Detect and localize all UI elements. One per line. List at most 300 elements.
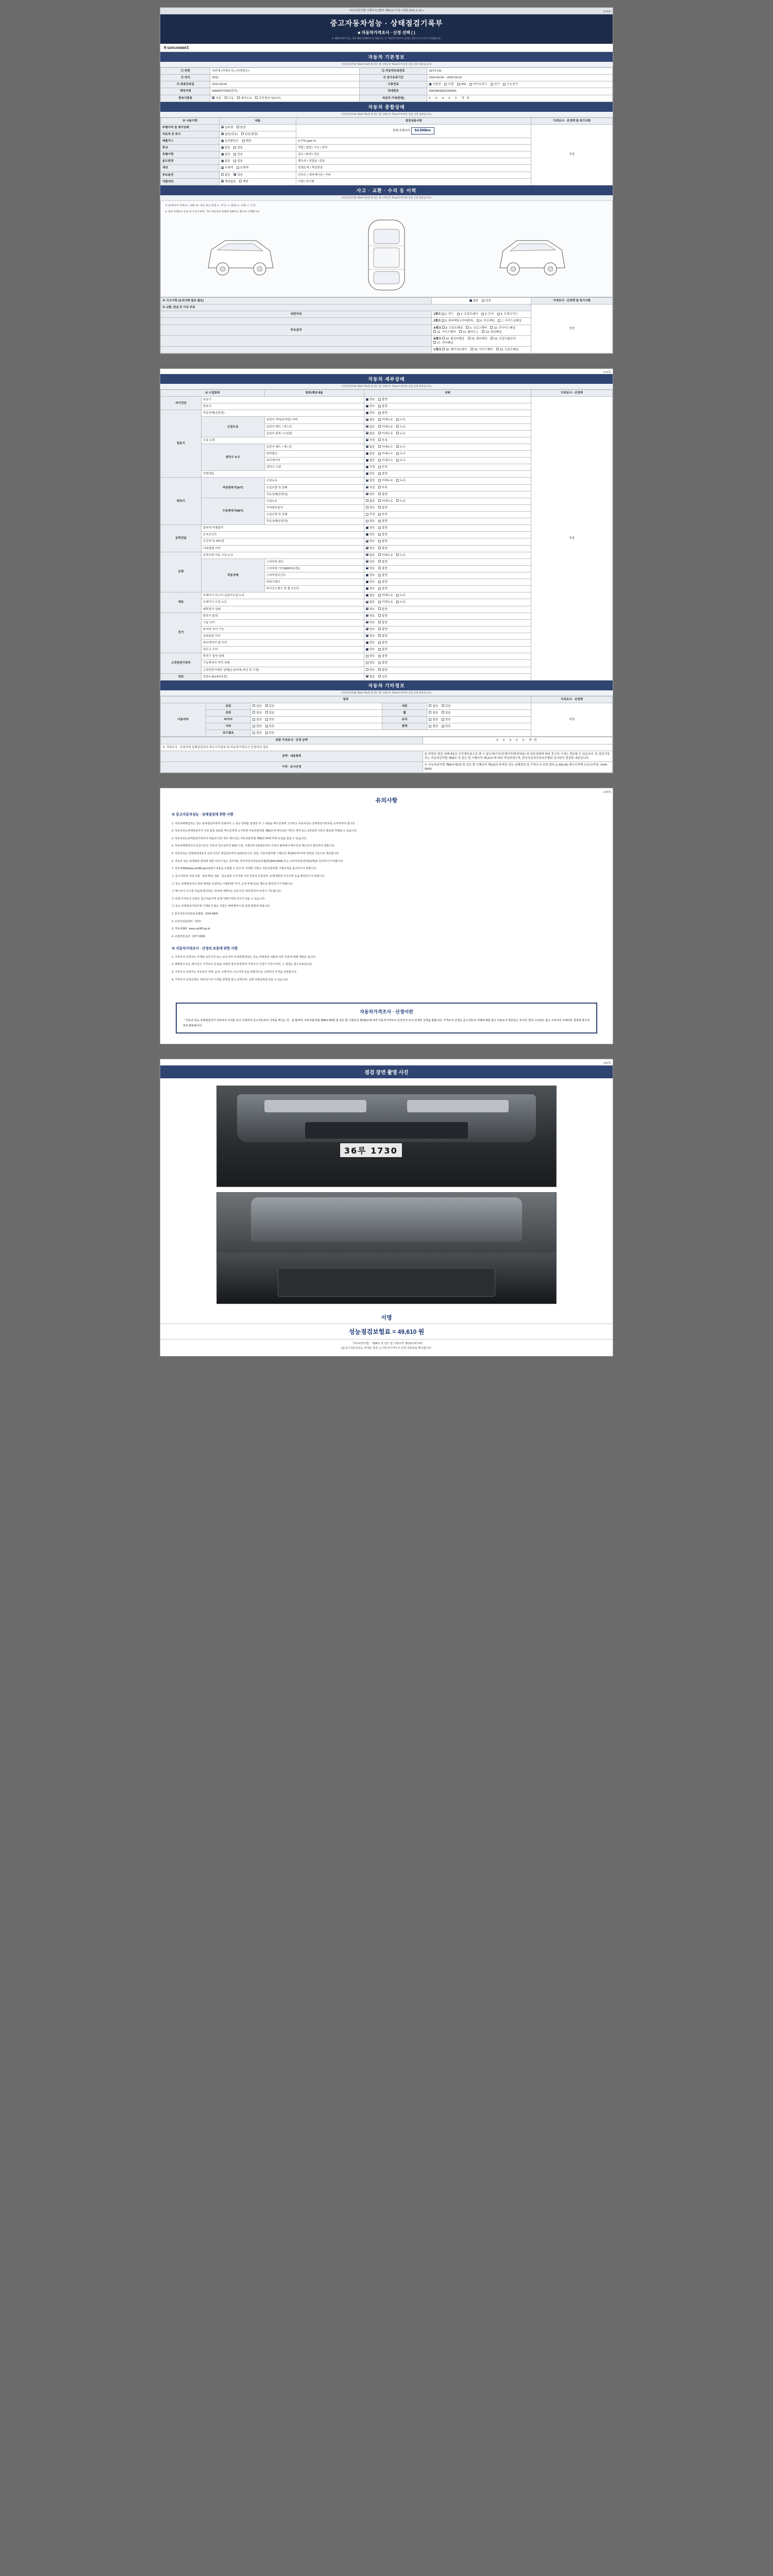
checkbox-icon[interactable] (366, 655, 368, 657)
checkbox-icon[interactable] (470, 348, 473, 350)
checkbox-icon[interactable] (221, 166, 224, 169)
status-option[interactable] (396, 432, 406, 436)
status-option[interactable] (378, 600, 393, 604)
checkbox-icon[interactable] (366, 594, 368, 597)
condition-option[interactable] (221, 152, 230, 157)
status-option[interactable] (366, 614, 375, 618)
checkbox-icon[interactable] (366, 452, 368, 455)
part-item[interactable] (442, 337, 464, 341)
checkbox-icon[interactable] (468, 337, 470, 340)
status-option[interactable] (366, 493, 375, 497)
checkbox-icon[interactable] (378, 499, 381, 502)
checkbox-icon[interactable] (378, 560, 381, 563)
status-option[interactable] (396, 425, 406, 429)
checkbox-icon[interactable] (253, 704, 255, 707)
status-option[interactable] (366, 621, 375, 625)
checkbox-icon[interactable] (366, 472, 368, 475)
checkbox-icon[interactable] (233, 173, 236, 176)
status-option[interactable] (396, 499, 406, 503)
status-option[interactable] (366, 404, 375, 409)
condition-option[interactable] (233, 159, 243, 163)
checkbox-icon[interactable] (457, 83, 460, 86)
checkbox-icon[interactable] (469, 83, 472, 86)
checkbox-icon[interactable] (366, 405, 368, 408)
other-option[interactable] (442, 724, 451, 728)
checkbox-icon[interactable] (396, 425, 399, 428)
status-option[interactable] (366, 553, 375, 557)
checkbox-icon[interactable] (366, 479, 368, 482)
checkbox-icon[interactable] (253, 711, 255, 714)
part-item[interactable] (442, 348, 467, 352)
checkbox-icon[interactable] (265, 704, 268, 707)
status-option[interactable] (366, 654, 375, 658)
other-option[interactable] (442, 704, 451, 708)
checkbox-icon[interactable] (444, 83, 447, 86)
condition-option[interactable] (221, 173, 230, 177)
status-option[interactable] (366, 539, 375, 544)
part-item[interactable] (459, 330, 479, 334)
checkbox-icon[interactable] (491, 337, 493, 340)
checkbox-icon[interactable] (366, 648, 368, 651)
checkbox-icon[interactable] (255, 96, 258, 99)
checkbox-icon[interactable] (378, 527, 381, 529)
status-option[interactable] (378, 472, 388, 476)
checkbox-icon[interactable] (221, 126, 224, 128)
status-option[interactable] (378, 621, 388, 625)
checkbox-icon[interactable] (233, 153, 236, 156)
other-option[interactable] (253, 711, 262, 715)
other-option[interactable] (265, 718, 275, 722)
checkbox-icon[interactable] (396, 452, 399, 455)
condition-option[interactable] (221, 126, 233, 130)
status-option[interactable] (366, 533, 375, 537)
checkbox-icon[interactable] (366, 567, 368, 569)
checkbox-icon[interactable] (469, 299, 472, 302)
status-option[interactable] (366, 567, 375, 571)
checkbox-icon[interactable] (233, 160, 236, 162)
condition-option[interactable] (239, 180, 248, 184)
status-option[interactable] (366, 634, 375, 638)
checkbox-icon[interactable] (433, 341, 436, 344)
status-option[interactable] (378, 438, 388, 443)
status-option[interactable] (378, 506, 388, 510)
checkbox-icon[interactable] (366, 466, 368, 468)
status-option[interactable] (366, 668, 375, 672)
status-option[interactable] (378, 519, 388, 523)
checkbox-icon[interactable] (378, 574, 381, 577)
fuel-option[interactable] (469, 82, 487, 87)
status-option[interactable] (378, 573, 388, 578)
part-item[interactable] (442, 326, 463, 330)
status-option[interactable] (378, 425, 393, 429)
status-option[interactable] (366, 648, 375, 652)
other-option[interactable] (253, 718, 262, 722)
other-option[interactable] (442, 711, 451, 715)
checkbox-icon[interactable] (442, 337, 445, 340)
checkbox-icon[interactable] (366, 445, 368, 448)
status-option[interactable] (366, 452, 375, 456)
status-option[interactable] (378, 493, 388, 497)
status-option[interactable] (366, 641, 375, 645)
checkbox-icon[interactable] (378, 581, 381, 583)
condition-option[interactable] (221, 132, 238, 137)
checkbox-icon[interactable] (442, 313, 444, 315)
status-option[interactable] (378, 641, 388, 645)
checkbox-icon[interactable] (378, 493, 381, 495)
checkbox-icon[interactable] (378, 452, 381, 455)
status-option[interactable] (378, 398, 388, 402)
checkbox-icon[interactable] (396, 479, 399, 482)
status-option[interactable] (396, 594, 406, 598)
status-option[interactable] (378, 668, 388, 672)
checkbox-icon[interactable] (265, 732, 268, 734)
checkbox-icon[interactable] (378, 634, 381, 637)
checkbox-icon[interactable] (378, 472, 381, 475)
status-option[interactable] (366, 438, 375, 443)
accident-option[interactable] (482, 299, 491, 303)
condition-option[interactable] (233, 152, 243, 157)
checkbox-icon[interactable] (442, 319, 444, 322)
other-option[interactable] (265, 704, 275, 708)
status-option[interactable] (378, 499, 393, 503)
checkbox-icon[interactable] (221, 146, 224, 149)
checkbox-icon[interactable] (503, 83, 506, 86)
status-option[interactable] (366, 573, 375, 578)
status-option[interactable] (378, 465, 388, 469)
checkbox-icon[interactable] (429, 718, 431, 721)
status-option[interactable] (378, 445, 393, 449)
checkbox-icon[interactable] (482, 299, 484, 302)
fuel-option[interactable] (429, 82, 441, 87)
checkbox-icon[interactable] (396, 418, 399, 421)
checkbox-icon[interactable] (442, 704, 444, 707)
other-option[interactable] (253, 704, 262, 708)
status-option[interactable] (396, 600, 406, 604)
fuel-option[interactable] (491, 82, 500, 87)
checkbox-icon[interactable] (396, 459, 399, 462)
checkbox-icon[interactable] (378, 547, 381, 549)
checkbox-icon[interactable] (459, 330, 462, 333)
status-option[interactable] (378, 675, 388, 679)
status-option[interactable] (378, 432, 393, 436)
checkbox-icon[interactable] (221, 160, 224, 162)
status-option[interactable] (366, 607, 375, 612)
checkbox-icon[interactable] (378, 540, 381, 543)
status-option[interactable] (366, 425, 375, 429)
checkbox-icon[interactable] (429, 725, 431, 727)
checkbox-icon[interactable] (366, 412, 368, 414)
checkbox-icon[interactable] (378, 648, 381, 651)
checkbox-icon[interactable] (429, 711, 431, 714)
checkbox-icon[interactable] (378, 425, 381, 428)
status-option[interactable] (378, 486, 388, 490)
checkbox-icon[interactable] (366, 432, 368, 434)
checkbox-icon[interactable] (481, 313, 484, 315)
part-item[interactable] (496, 348, 518, 352)
fuel-option[interactable] (503, 82, 518, 87)
checkbox-icon[interactable] (477, 319, 479, 322)
status-option[interactable] (378, 533, 388, 537)
part-item[interactable] (442, 319, 474, 323)
checkbox-icon[interactable] (366, 533, 368, 536)
checkbox-icon[interactable] (366, 499, 368, 502)
checkbox-icon[interactable] (242, 140, 245, 142)
other-option[interactable] (265, 711, 275, 715)
checkbox-icon[interactable] (265, 711, 268, 714)
checkbox-icon[interactable] (378, 533, 381, 536)
checkbox-icon[interactable] (378, 459, 381, 462)
trans-option[interactable] (225, 96, 234, 100)
part-item[interactable] (433, 341, 453, 345)
checkbox-icon[interactable] (366, 675, 368, 677)
checkbox-icon[interactable] (491, 83, 493, 86)
checkbox-icon[interactable] (366, 425, 368, 428)
condition-option[interactable] (221, 139, 239, 143)
checkbox-icon[interactable] (378, 513, 381, 516)
fuel-option[interactable] (457, 82, 466, 87)
status-option[interactable] (366, 445, 375, 449)
checkbox-icon[interactable] (396, 432, 399, 434)
part-item[interactable] (468, 337, 488, 341)
other-option[interactable] (265, 731, 275, 735)
status-option[interactable] (378, 607, 388, 612)
checkbox-icon[interactable] (378, 675, 381, 677)
checkbox-icon[interactable] (442, 718, 444, 721)
checkbox-icon[interactable] (442, 326, 445, 329)
checkbox-icon[interactable] (366, 459, 368, 462)
part-item[interactable] (477, 319, 495, 323)
status-option[interactable] (378, 459, 393, 463)
part-item[interactable] (490, 326, 515, 330)
checkbox-icon[interactable] (237, 96, 240, 99)
status-option[interactable] (366, 600, 375, 604)
status-option[interactable] (378, 539, 388, 544)
checkbox-icon[interactable] (366, 493, 368, 495)
checkbox-icon[interactable] (253, 732, 255, 734)
part-item[interactable] (497, 312, 518, 316)
status-option[interactable] (366, 411, 375, 415)
condition-option[interactable] (237, 166, 248, 170)
checkbox-icon[interactable] (239, 180, 242, 182)
checkbox-icon[interactable] (378, 506, 381, 509)
checkbox-icon[interactable] (366, 601, 368, 603)
status-option[interactable] (378, 404, 388, 409)
other-option[interactable] (265, 724, 275, 728)
checkbox-icon[interactable] (366, 553, 368, 556)
checkbox-icon[interactable] (378, 567, 381, 569)
status-option[interactable] (378, 526, 388, 530)
status-option[interactable] (378, 634, 388, 638)
status-option[interactable] (378, 547, 388, 551)
condition-option[interactable] (233, 146, 243, 150)
part-item[interactable] (481, 312, 494, 316)
checkbox-icon[interactable] (366, 398, 368, 401)
status-option[interactable] (366, 526, 375, 530)
checkbox-icon[interactable] (233, 146, 236, 149)
checkbox-icon[interactable] (366, 607, 368, 610)
trans-option[interactable] (255, 96, 280, 100)
condition-option[interactable] (237, 126, 246, 130)
part-item[interactable] (457, 312, 478, 316)
status-option[interactable] (366, 398, 375, 402)
checkbox-icon[interactable] (378, 641, 381, 644)
status-option[interactable] (378, 594, 393, 598)
checkbox-icon[interactable] (378, 412, 381, 414)
checkbox-icon[interactable] (378, 405, 381, 408)
part-item[interactable] (466, 326, 486, 330)
checkbox-icon[interactable] (366, 668, 368, 671)
condition-option[interactable] (242, 139, 251, 143)
trans-option[interactable] (212, 96, 221, 100)
status-option[interactable] (366, 519, 375, 523)
checkbox-icon[interactable] (378, 486, 381, 488)
status-option[interactable] (366, 661, 375, 665)
checkbox-icon[interactable] (442, 711, 444, 714)
checkbox-icon[interactable] (366, 506, 368, 509)
status-option[interactable] (396, 452, 406, 456)
checkbox-icon[interactable] (366, 418, 368, 421)
status-option[interactable] (366, 560, 375, 564)
checkbox-icon[interactable] (429, 704, 431, 707)
checkbox-icon[interactable] (378, 398, 381, 401)
part-item[interactable] (442, 312, 454, 316)
status-option[interactable] (366, 513, 375, 517)
checkbox-icon[interactable] (378, 587, 381, 590)
condition-option[interactable] (221, 180, 236, 184)
status-option[interactable] (366, 459, 375, 463)
checkbox-icon[interactable] (498, 319, 500, 322)
checkbox-icon[interactable] (378, 668, 381, 671)
checkbox-icon[interactable] (466, 326, 468, 329)
checkbox-icon[interactable] (366, 614, 368, 617)
checkbox-icon[interactable] (366, 621, 368, 623)
checkbox-icon[interactable] (378, 432, 381, 434)
status-option[interactable] (366, 506, 375, 510)
condition-option[interactable] (233, 173, 243, 177)
other-option[interactable] (253, 724, 262, 728)
status-option[interactable] (366, 594, 375, 598)
checkbox-icon[interactable] (366, 547, 368, 549)
status-option[interactable] (378, 614, 388, 618)
checkbox-icon[interactable] (378, 438, 381, 441)
checkbox-icon[interactable] (396, 499, 399, 502)
condition-option[interactable] (221, 159, 230, 163)
part-item[interactable] (470, 348, 493, 352)
status-option[interactable] (366, 499, 375, 503)
checkbox-icon[interactable] (221, 132, 224, 135)
status-option[interactable] (378, 654, 388, 658)
checkbox-icon[interactable] (396, 445, 399, 448)
other-option[interactable] (429, 704, 438, 708)
status-option[interactable] (366, 628, 375, 632)
status-option[interactable] (366, 418, 375, 422)
checkbox-icon[interactable] (265, 725, 268, 727)
checkbox-icon[interactable] (378, 662, 381, 664)
checkbox-icon[interactable] (378, 418, 381, 421)
checkbox-icon[interactable] (366, 486, 368, 488)
status-option[interactable] (396, 445, 406, 449)
other-option[interactable] (253, 731, 262, 735)
checkbox-icon[interactable] (496, 348, 499, 350)
other-option[interactable] (429, 724, 438, 728)
status-option[interactable] (366, 472, 375, 476)
status-option[interactable] (378, 452, 393, 456)
checkbox-icon[interactable] (378, 655, 381, 657)
checkbox-icon[interactable] (433, 330, 436, 333)
checkbox-icon[interactable] (237, 126, 239, 128)
checkbox-icon[interactable] (366, 587, 368, 590)
part-item[interactable] (498, 319, 522, 323)
checkbox-icon[interactable] (366, 540, 368, 543)
status-option[interactable] (396, 418, 406, 422)
status-option[interactable] (366, 587, 375, 591)
checkbox-icon[interactable] (396, 601, 399, 603)
checkbox-icon[interactable] (265, 718, 268, 721)
checkbox-icon[interactable] (378, 614, 381, 617)
checkbox-icon[interactable] (366, 438, 368, 441)
checkbox-icon[interactable] (366, 581, 368, 583)
status-option[interactable] (378, 580, 388, 584)
checkbox-icon[interactable] (378, 466, 381, 468)
part-item[interactable] (491, 337, 516, 341)
status-option[interactable] (378, 567, 388, 571)
status-option[interactable] (378, 661, 388, 665)
checkbox-icon[interactable] (482, 330, 484, 333)
checkbox-icon[interactable] (253, 725, 255, 727)
other-option[interactable] (429, 718, 438, 722)
status-option[interactable] (378, 553, 393, 557)
checkbox-icon[interactable] (366, 527, 368, 529)
checkbox-icon[interactable] (497, 313, 500, 315)
checkbox-icon[interactable] (378, 621, 381, 623)
checkbox-icon[interactable] (457, 313, 460, 315)
checkbox-icon[interactable] (221, 180, 224, 182)
checkbox-icon[interactable] (378, 520, 381, 522)
status-option[interactable] (378, 479, 393, 483)
checkbox-icon[interactable] (378, 479, 381, 482)
checkbox-icon[interactable] (378, 628, 381, 630)
status-option[interactable] (378, 648, 388, 652)
checkbox-icon[interactable] (241, 132, 244, 135)
checkbox-icon[interactable] (378, 445, 381, 448)
checkbox-icon[interactable] (396, 553, 399, 556)
status-option[interactable] (396, 553, 406, 557)
checkbox-icon[interactable] (378, 553, 381, 556)
checkbox-icon[interactable] (378, 607, 381, 610)
checkbox-icon[interactable] (378, 594, 381, 597)
checkbox-icon[interactable] (221, 140, 224, 142)
accident-option[interactable] (469, 299, 479, 303)
status-option[interactable] (378, 513, 388, 517)
status-option[interactable] (378, 418, 393, 422)
status-option[interactable] (366, 486, 375, 490)
status-option[interactable] (366, 479, 375, 483)
checkbox-icon[interactable] (366, 574, 368, 577)
checkbox-icon[interactable] (366, 641, 368, 644)
checkbox-icon[interactable] (225, 96, 227, 99)
checkbox-icon[interactable] (490, 326, 493, 329)
status-option[interactable] (378, 587, 388, 591)
status-option[interactable] (378, 628, 388, 632)
checkbox-icon[interactable] (442, 725, 444, 727)
status-option[interactable] (396, 479, 406, 483)
fuel-option[interactable] (444, 82, 453, 87)
condition-option[interactable] (221, 166, 233, 170)
part-item[interactable] (433, 330, 456, 334)
checkbox-icon[interactable] (378, 601, 381, 603)
status-option[interactable] (378, 560, 388, 564)
checkbox-icon[interactable] (212, 96, 214, 99)
